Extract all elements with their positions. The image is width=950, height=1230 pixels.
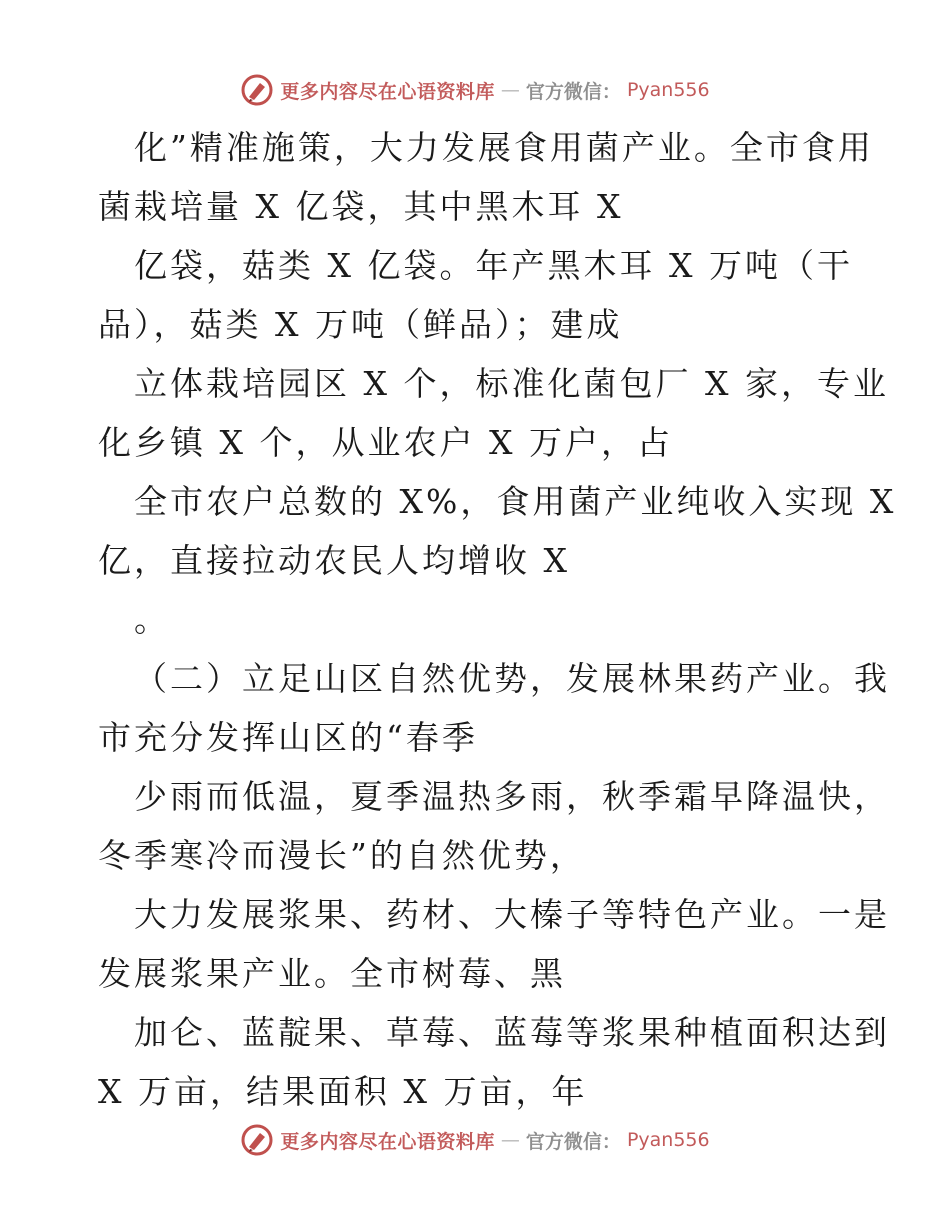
footer-banner-inner — [240, 1123, 709, 1157]
banner-official-text: 官方微信： — [525, 1130, 621, 1153]
text-line: （二）立足山区自然优势，发展林果药产业。我 — [134, 659, 890, 698]
header-banner — [0, 70, 950, 110]
logo-icon — [240, 1123, 274, 1157]
text-line: 化乡镇 X 个，从业农户 X 万户，占 — [98, 423, 673, 462]
text-line: 亿袋，菇类 X 亿袋。年产黑木耳 X 万吨（干 — [134, 246, 853, 285]
banner-account-id: Pyan556 — [626, 79, 710, 101]
banner-dash: — — [500, 1129, 520, 1151]
banner-account-id: Pyan556 — [626, 1129, 710, 1151]
text-line: X 万亩，结果面积 X 万亩，年 — [98, 1072, 588, 1111]
banner-dash: — — [500, 79, 520, 101]
text-line: 亿，直接拉动农民人均增收 X — [98, 541, 570, 580]
document-body — [98, 118, 897, 1121]
text-line: 少雨而低温，夏季温热多雨，秋季霜早降温快， — [134, 777, 890, 816]
text-line: 大力发展浆果、药材、大榛子等特色产业。一是 — [134, 895, 890, 934]
text-line: 品），菇类 X 万吨（鲜品）；建成 — [98, 305, 623, 344]
text-line: 化”精准施策，大力发展食用菌产业。全市食用 — [134, 128, 874, 167]
text-line: 立体栽培园区 X 个，标准化菌包厂 X 家，专业 — [134, 364, 889, 403]
banner-official-text: 官方微信： — [525, 80, 621, 103]
logo-icon — [240, 73, 274, 107]
text-line: 冬季寒冷而漫长”的自然优势， — [98, 836, 586, 875]
text-line: 发展浆果产业。全市树莓、黑 — [98, 954, 566, 993]
text-line: 市充分发挥山区的“春季 — [98, 718, 478, 757]
text-line: 全市农户总数的 X%，食用菌产业纯收入实现 X — [134, 482, 897, 521]
banner-promo-text: 更多内容尽在心语资料库 — [280, 80, 495, 103]
header-banner-inner — [240, 73, 709, 107]
text-line: 。 — [134, 600, 170, 639]
footer-banner — [0, 1120, 950, 1160]
text-line: 加仑、蓝靛果、草莓、蓝莓等浆果种植面积达到 — [134, 1013, 890, 1052]
text-line: 菌栽培量 X 亿袋，其中黑木耳 X — [98, 187, 624, 226]
banner-promo-text: 更多内容尽在心语资料库 — [280, 1130, 495, 1153]
